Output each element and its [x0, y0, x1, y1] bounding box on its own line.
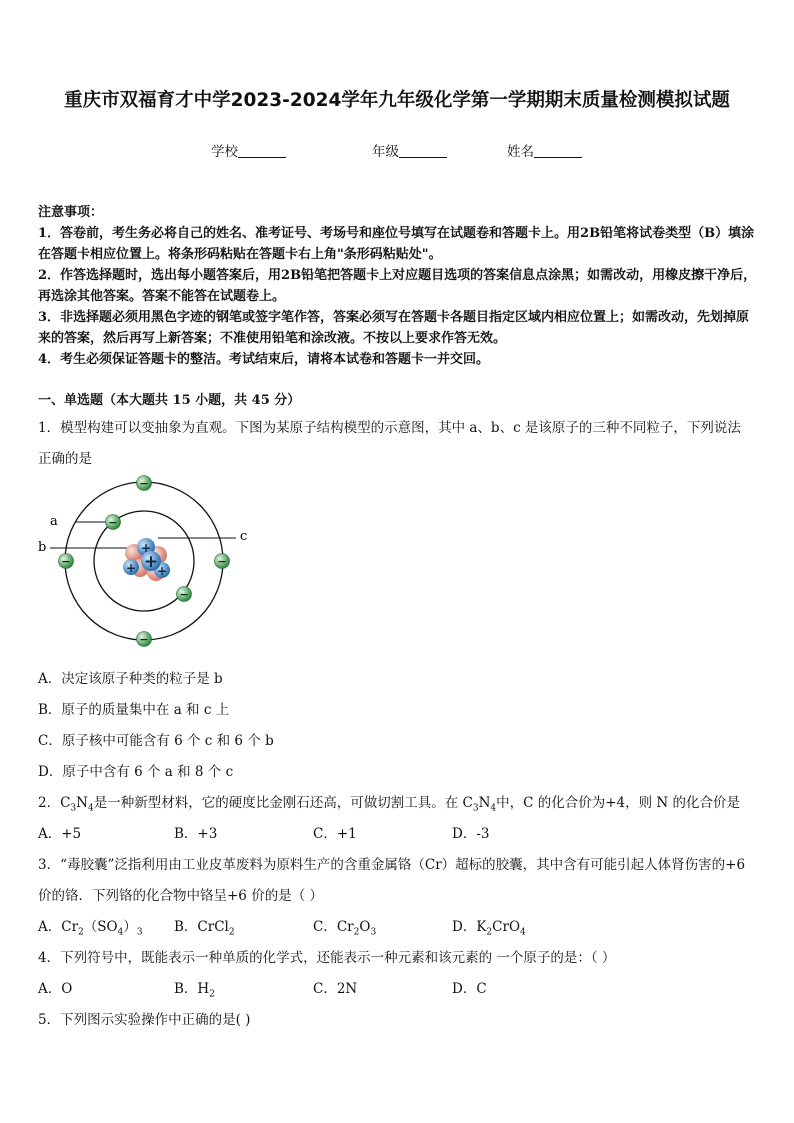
nucleus	[123, 538, 170, 581]
q3-option-a[interactable]: A．$Cr_2(SO_4)_3$	[38, 919, 143, 938]
svg-text:−: −	[217, 555, 227, 568]
school-field[interactable]	[211, 140, 286, 160]
svg-text:−: −	[179, 588, 189, 601]
grade-label: 年级	[372, 144, 399, 160]
svg-text:−: −	[108, 516, 118, 529]
q3-stem-line2: 价的铬．下列铬的化合物中铬呈+6 价的是（ ）	[38, 888, 323, 904]
q2-option-d[interactable]: D．-3	[452, 826, 490, 842]
svg-text:−: −	[139, 477, 149, 490]
q3-option-b[interactable]: B．CrCl$_2$	[174, 919, 235, 938]
name-blank[interactable]	[534, 143, 582, 158]
q2-option-a[interactable]: A．+5	[38, 826, 82, 842]
q1-stem-line2: 正确的是	[38, 451, 92, 467]
q3-option-d[interactable]: D．$K_2CrO_4$	[452, 919, 526, 938]
notice-item-1: 1．答卷前，考生务必将自己的姓名、准考证号、考场号和座位号填写在试题卷和答题卡上。用2B铅笔将试卷类型（B）填涂在答题卡相应位置上。将条形码粘贴在答题卡右上角"条形码粘贴处"。	[38, 226, 755, 262]
q2-option-c[interactable]: C．+1	[313, 826, 357, 842]
electron	[106, 515, 121, 530]
q4-option-b[interactable]: B．$H_2$	[174, 981, 215, 1000]
q1-option-b[interactable]: B．原子的质量集中在 a 和 c 上	[38, 702, 230, 718]
label-b: b	[38, 540, 47, 555]
svg-text:+: +	[125, 561, 137, 575]
q1-option-c[interactable]: C．原子核中可能含有 6 个 c 和 6 个 b	[38, 733, 274, 749]
page-title: 重庆市双福育才中学2023-2024学年九年级化学第一学期期末质量检测模拟试题	[64, 90, 730, 111]
school-label: 学校	[211, 144, 238, 160]
grade-field[interactable]	[372, 140, 447, 160]
svg-text:+: +	[143, 552, 159, 572]
section-heading: 一、单选题（本大题共 15 小题，共 45 分）	[38, 393, 301, 408]
q5-stem: 5．下列图示实验操作中正确的是( )	[38, 1012, 251, 1028]
q4-option-c[interactable]: C．2N	[313, 981, 358, 997]
electron	[215, 554, 230, 569]
name-label: 姓名	[507, 144, 534, 160]
label-a: a	[50, 514, 58, 529]
name-field[interactable]	[507, 140, 582, 160]
q1-option-d[interactable]: D．原子中含有 6 个 a 和 8 个 c	[38, 764, 234, 780]
svg-text:+: +	[140, 541, 152, 555]
school-blank[interactable]	[238, 143, 286, 158]
notice-heading: 注意事项：	[38, 205, 104, 220]
grade-blank[interactable]	[399, 143, 447, 158]
q2-stem: 2．$C_3N_4$是一种新型材料，它的硬度比金刚石还高，可做切割工具。在 $C_3N_4$中，C 的化合价为+4，则 N 的化合价是	[38, 795, 741, 814]
q2-option-b[interactable]: B．+3	[174, 826, 218, 842]
electron	[59, 554, 74, 569]
svg-text:−: −	[61, 555, 71, 568]
atom-model-diagram	[30, 470, 260, 650]
electron	[177, 587, 192, 602]
q4-stem: 4．下列符号中，既能表示一种单质的化学式，还能表示一种元素和该元素的 一个原子的是：（ ）	[38, 950, 616, 966]
q3-stem-line1: 3．“毒胶囊”泛指利用由工业皮革废料为原料生产的含重金属铬（Cr）超标的胶囊，其中含有可能引起人体肾伤害的+6	[38, 857, 746, 873]
q1-option-a[interactable]: A．决定该原子种类的粒子是 b	[38, 671, 223, 687]
q4-option-a[interactable]: A．O	[38, 981, 73, 997]
q1-stem-line1: 1．模型构建可以变抽象为直观。下图为某原子结构模型的示意图，其中 a、b、c 是该原子的三种不同粒子，下列说法	[38, 420, 741, 436]
notice-item-4: 4．考生必须保证答题卡的整洁。考试结束后，请将本试卷和答题卡一并交回。	[38, 352, 490, 367]
label-c: c	[240, 529, 248, 544]
notice-block	[38, 202, 758, 370]
notice-item-3: 3．非选择题必须用黑色字迹的钢笔或签字笔作答，答案必须写在答题卡各题目指定区域内相应位置上；如需改动，先划掉原来的答案，然后再写上新答案；不准使用铅笔和涂改液。不按以上要求作答无效。	[38, 310, 750, 346]
electron	[137, 632, 152, 647]
svg-text:−: −	[139, 633, 149, 646]
q3-option-c[interactable]: C．$Cr_2O_3$	[313, 919, 377, 938]
electron	[137, 476, 152, 491]
notice-item-2: 2．作答选择题时，选出每小题答案后，用2B铅笔把答题卡上对应题目选项的答案信息点涂黑；如需改动，用橡皮擦干净后，再选涂其他答案。答案不能答在试题卷上。	[38, 268, 757, 304]
q4-option-d[interactable]: D．C	[452, 981, 487, 997]
svg-text:+: +	[156, 564, 168, 578]
